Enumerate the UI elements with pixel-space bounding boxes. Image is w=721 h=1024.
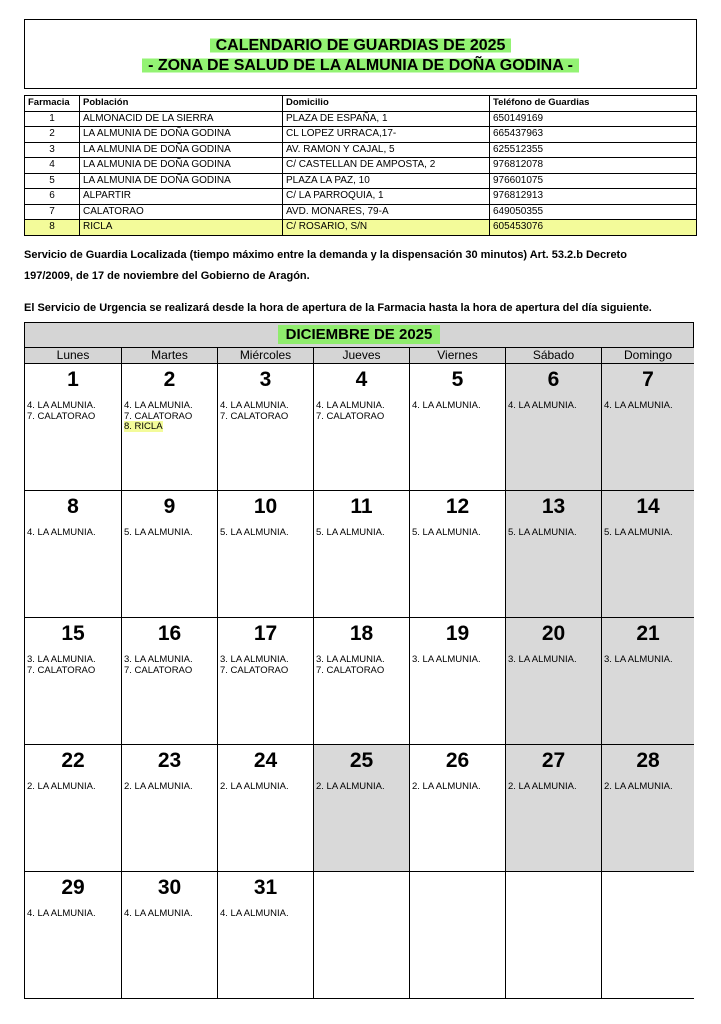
cell-town: LA ALMUNIA DE DOÑA GODINA <box>80 127 283 143</box>
cell-address: CL LOPEZ URRACA,17- <box>283 127 490 143</box>
calendar-day <box>313 744 409 871</box>
table-row <box>25 158 697 174</box>
table-header-row <box>25 96 697 112</box>
calendar-day <box>505 490 601 617</box>
calendar-day <box>25 871 121 998</box>
calendar-day <box>25 490 121 617</box>
duty-pharmacy: 4. LA ALMUNIA. <box>220 908 289 919</box>
calendar-day <box>217 744 313 871</box>
calendar-day <box>217 617 313 744</box>
col-telefono: Teléfono de Guardias <box>490 96 697 112</box>
duty-list <box>314 655 409 676</box>
note-guardia-1: Servicio de Guardia Localizada (tiempo máximo entre la demanda y la dispensación 30 minutos) Art. 53.2.b Decreto <box>24 249 627 261</box>
duty-pharmacy: 2. LA ALMUNIA. <box>124 781 193 792</box>
duty-pharmacy: 7. CALATORAO <box>27 410 96 422</box>
day-number: 4 <box>355 368 368 391</box>
calendar-day <box>505 617 601 744</box>
cell-address: PLAZA LA PAZ, 10 <box>283 173 490 189</box>
calendar-day <box>601 617 694 744</box>
duty-pharmacy: 2. LA ALMUNIA. <box>27 781 96 792</box>
col-poblacion: Población <box>80 96 283 112</box>
duty-pharmacy: 3. LA ALMUNIA. <box>604 654 673 665</box>
cell-num: 8 <box>25 220 80 236</box>
duty-list <box>314 782 409 793</box>
weekday-header: Jueves <box>313 347 409 363</box>
calendar-day <box>217 871 313 998</box>
duty-pharmacy: 4. LA ALMUNIA. <box>220 400 289 411</box>
cell-phone: 650149169 <box>490 111 697 127</box>
calendar-day <box>313 490 409 617</box>
weekday-header: Domingo <box>601 347 694 363</box>
cell-address: C/ LA PARROQUIA, 1 <box>283 189 490 205</box>
table-row <box>25 204 697 220</box>
weekday-header: Sábado <box>505 347 601 363</box>
day-number: 7 <box>642 368 654 391</box>
cell-town: LA ALMUNIA DE DOÑA GODINA <box>80 158 283 174</box>
day-number: 14 <box>636 495 660 518</box>
table-row <box>25 127 697 143</box>
page-title: CALENDARIO DE GUARDIAS DE 2025 <box>25 37 696 55</box>
calendar-day <box>217 363 313 490</box>
table-row <box>25 189 697 205</box>
cell-num: 1 <box>25 111 80 127</box>
duty-list <box>506 782 601 793</box>
day-number: 23 <box>157 749 182 772</box>
cell-num: 2 <box>25 127 80 143</box>
day-number: 25 <box>349 749 374 772</box>
day-number: 6 <box>547 368 560 391</box>
day-number: 17 <box>253 622 278 645</box>
calendar-day <box>409 617 505 744</box>
calendar-day <box>409 744 505 871</box>
duty-pharmacy: 3. LA ALMUNIA. <box>27 654 96 665</box>
cell-town: CALATORAO <box>80 204 283 220</box>
duty-list <box>602 528 694 539</box>
duty-pharmacy: 4. LA ALMUNIA. <box>27 400 96 411</box>
duty-pharmacy: 2. LA ALMUNIA. <box>604 781 673 792</box>
cell-town: LA ALMUNIA DE DOÑA GODINA <box>80 142 283 158</box>
duty-pharmacy: 4. LA ALMUNIA. <box>412 400 481 411</box>
duty-pharmacy: 3. LA ALMUNIA. <box>220 654 289 665</box>
calendar-day <box>505 744 601 871</box>
day-number: 3 <box>259 368 272 391</box>
weekday-header: Martes <box>121 347 217 363</box>
calendar-day <box>409 490 505 617</box>
cell-phone: 976812913 <box>490 189 697 205</box>
day-number: 26 <box>445 749 470 772</box>
duty-list <box>218 528 313 539</box>
day-number: 18 <box>349 622 374 645</box>
duty-list <box>25 655 121 676</box>
day-number: 19 <box>445 622 470 645</box>
calendar-day <box>121 871 217 998</box>
duty-pharmacy: 3. LA ALMUNIA. <box>412 654 481 665</box>
day-number: 12 <box>445 495 470 518</box>
duty-list <box>218 655 313 676</box>
duty-list <box>218 782 313 793</box>
cell-phone: 976601075 <box>490 173 697 189</box>
col-farmacia: Farmacia <box>25 96 80 112</box>
duty-list <box>122 528 217 539</box>
duty-list <box>25 782 121 793</box>
duty-pharmacy: 5. LA ALMUNIA. <box>124 527 193 538</box>
table-row <box>25 142 697 158</box>
duty-list <box>410 401 505 412</box>
calendar-month-header: DICIEMBRE DE 2025 <box>25 323 693 347</box>
duty-pharmacy: 4. LA ALMUNIA. <box>316 400 385 411</box>
day-number: 21 <box>636 622 660 645</box>
duty-pharmacy: 4. LA ALMUNIA. <box>124 400 193 411</box>
weekday-header: Viernes <box>409 347 505 363</box>
calendar-empty-cell <box>505 871 601 998</box>
day-number: 15 <box>61 622 85 645</box>
duty-pharmacy: 8. RICLA <box>124 421 163 432</box>
duty-pharmacy: 3. LA ALMUNIA. <box>508 654 577 665</box>
calendar-day <box>313 617 409 744</box>
calendar-empty-cell <box>409 871 505 998</box>
duty-pharmacy: 5. LA ALMUNIA. <box>412 527 481 538</box>
calendar-day <box>25 744 121 871</box>
duty-list <box>602 655 694 666</box>
duty-pharmacy: 4. LA ALMUNIA. <box>124 908 193 919</box>
duty-list <box>410 655 505 666</box>
duty-list <box>314 528 409 539</box>
duty-pharmacy: 4. LA ALMUNIA. <box>508 400 577 411</box>
duty-list <box>506 401 601 412</box>
table-row-highlighted <box>25 220 697 236</box>
duty-list <box>122 401 217 433</box>
calendar-day <box>217 490 313 617</box>
cell-address: C/ CASTELLAN DE AMPOSTA, 2 <box>283 158 490 174</box>
cell-address: PLAZA DE ESPAÑA, 1 <box>283 111 490 127</box>
note-guardia-2: 197/2009, de 17 de noviembre del Gobierno de Aragón. <box>24 270 310 282</box>
duty-list <box>314 401 409 422</box>
calendar-day <box>121 617 217 744</box>
cell-num: 3 <box>25 142 80 158</box>
duty-pharmacy: 7. CALATORAO <box>220 410 289 422</box>
day-number: 2 <box>163 368 176 391</box>
cell-town: RICLA <box>80 220 283 236</box>
calendar-day <box>409 363 505 490</box>
duty-pharmacy: 4. LA ALMUNIA. <box>27 527 96 538</box>
day-number: 13 <box>541 495 566 518</box>
duty-pharmacy: 4. LA ALMUNIA. <box>27 908 96 919</box>
calendar-day <box>121 744 217 871</box>
duty-list <box>410 528 505 539</box>
duty-pharmacy: 3. LA ALMUNIA. <box>316 654 385 665</box>
duty-pharmacy: 5. LA ALMUNIA. <box>508 527 577 538</box>
calendar-day <box>505 363 601 490</box>
duty-list <box>25 528 121 539</box>
duty-pharmacy: 5. LA ALMUNIA. <box>316 527 385 538</box>
calendar-day <box>121 363 217 490</box>
day-number: 5 <box>451 368 464 391</box>
cell-town: ALMONACID DE LA SIERRA <box>80 111 283 127</box>
calendar-day <box>313 363 409 490</box>
calendar-day <box>25 363 121 490</box>
day-number: 27 <box>541 749 566 772</box>
cell-phone: 665437963 <box>490 127 697 143</box>
duty-list <box>218 909 313 920</box>
duty-pharmacy: 4. LA ALMUNIA. <box>604 400 673 411</box>
pharmacy-table <box>24 95 697 236</box>
day-number: 20 <box>541 622 566 645</box>
day-number: 31 <box>253 876 278 899</box>
duty-list <box>506 655 601 666</box>
duty-list <box>602 401 694 412</box>
day-number: 22 <box>61 749 85 772</box>
calendar-day <box>601 744 694 871</box>
duty-pharmacy: 2. LA ALMUNIA. <box>508 781 577 792</box>
duty-list <box>410 782 505 793</box>
day-number: 24 <box>253 749 278 772</box>
cell-town: ALPARTIR <box>80 189 283 205</box>
duty-pharmacy: 7. CALATORAO <box>316 410 385 422</box>
table-row <box>25 111 697 127</box>
weekday-header: Lunes <box>25 347 121 363</box>
calendar-day <box>25 617 121 744</box>
cell-address: AVD. MONARES, 79-A <box>283 204 490 220</box>
duty-pharmacy: 2. LA ALMUNIA. <box>220 781 289 792</box>
duty-list <box>25 401 121 422</box>
calendar-empty-cell <box>313 871 409 998</box>
cell-phone: 649050355 <box>490 204 697 220</box>
page-subtitle: - ZONA DE SALUD DE LA ALMUNIA DE DOÑA GODINA - <box>25 57 696 75</box>
duty-list <box>122 655 217 676</box>
duty-pharmacy: 7. CALATORAO <box>124 410 193 422</box>
cell-num: 5 <box>25 173 80 189</box>
cell-num: 4 <box>25 158 80 174</box>
weekday-header: Miércoles <box>217 347 313 363</box>
table-row <box>25 173 697 189</box>
cell-phone: 625512355 <box>490 142 697 158</box>
day-number: 10 <box>253 495 278 518</box>
day-number: 29 <box>61 876 85 899</box>
cell-town: LA ALMUNIA DE DOÑA GODINA <box>80 173 283 189</box>
day-number: 11 <box>350 495 373 518</box>
duty-pharmacy: 3. LA ALMUNIA. <box>124 654 193 665</box>
cell-phone: 976812078 <box>490 158 697 174</box>
day-number: 8 <box>67 495 79 518</box>
calendar-day <box>601 363 694 490</box>
duty-pharmacy: 2. LA ALMUNIA. <box>412 781 481 792</box>
day-number: 16 <box>157 622 182 645</box>
duty-pharmacy: 5. LA ALMUNIA. <box>604 527 673 538</box>
duty-pharmacy: 7. CALATORAO <box>27 664 96 676</box>
day-number: 30 <box>157 876 182 899</box>
duty-pharmacy: 7. CALATORAO <box>220 664 289 676</box>
duty-pharmacy: 5. LA ALMUNIA. <box>220 527 289 538</box>
duty-list <box>506 528 601 539</box>
duty-pharmacy: 7. CALATORAO <box>124 664 193 676</box>
note-urgencia: El Servicio de Urgencia se realizará desde la hora de apertura de la Farmacia hasta la hora de apertura del día siguiente. <box>24 302 652 314</box>
cell-address: C/ ROSARIO, S/N <box>283 220 490 236</box>
cell-num: 6 <box>25 189 80 205</box>
duty-pharmacy: 2. LA ALMUNIA. <box>316 781 385 792</box>
duty-list <box>122 782 217 793</box>
duty-pharmacy: 7. CALATORAO <box>316 664 385 676</box>
duty-list <box>122 909 217 920</box>
calendar <box>24 322 694 999</box>
day-number: 9 <box>163 495 176 518</box>
calendar-day <box>121 490 217 617</box>
duty-list <box>218 401 313 422</box>
calendar-day <box>601 490 694 617</box>
day-number: 1 <box>67 368 79 391</box>
col-domicilio: Domicilio <box>283 96 490 112</box>
title-box <box>24 19 697 89</box>
cell-phone: 605453076 <box>490 220 697 236</box>
duty-list <box>25 909 121 920</box>
duty-list <box>602 782 694 793</box>
day-number: 28 <box>636 749 660 772</box>
calendar-empty-cell <box>601 871 694 998</box>
cell-address: AV. RAMON Y CAJAL, 5 <box>283 142 490 158</box>
cell-num: 7 <box>25 204 80 220</box>
